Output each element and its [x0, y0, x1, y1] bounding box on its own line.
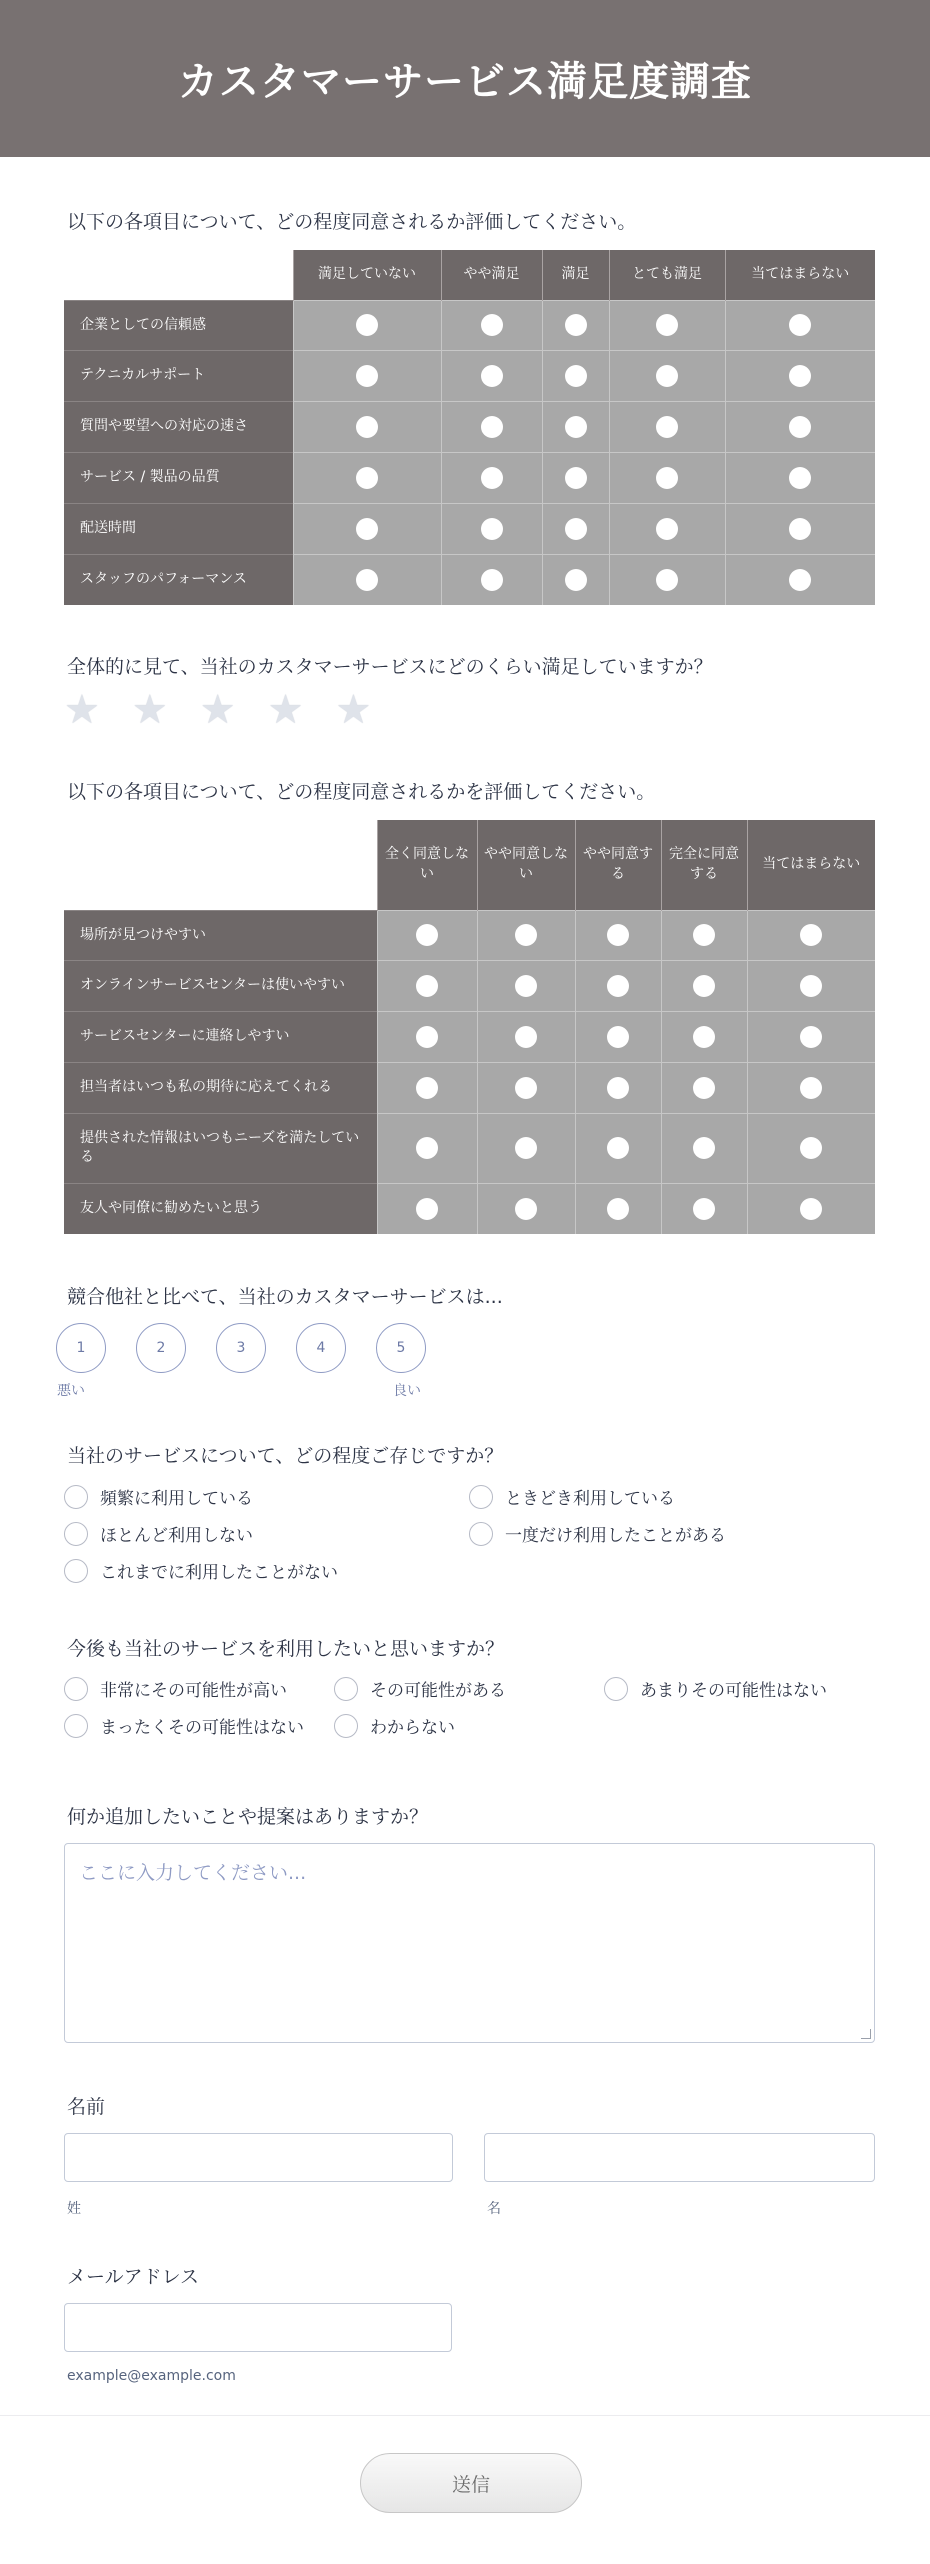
radio-option[interactable] [64, 1484, 253, 1509]
matrix-row-label: サービスセンターに連絡しやすい [64, 1011, 377, 1062]
matrix-row-label: 配送時間 [64, 503, 293, 554]
matrix-radio[interactable] [565, 569, 587, 591]
matrix-row-label: スタッフのパフォーマンス [64, 554, 293, 605]
matrix-radio[interactable] [515, 1137, 537, 1159]
matrix-row-label: 質問や要望への対応の速さ [64, 401, 293, 452]
matrix-column-header: 完全に同意する [661, 820, 747, 910]
matrix-cell[interactable] [661, 1011, 747, 1062]
matrix-column-header: 全く同意しない [377, 820, 477, 910]
matrix-radio[interactable] [515, 1077, 537, 1099]
first-name-sublabel: 名 [487, 2201, 501, 2217]
matrix-cell[interactable] [575, 910, 661, 960]
matrix-cell[interactable] [477, 1183, 575, 1234]
q2-label: 全体的に見て、当社のカスタマーサービスにどのくらい満足していますか？ [67, 656, 713, 678]
matrix-row-label: 提供された情報はいつもニーズを満たしている [64, 1113, 377, 1183]
matrix-radio[interactable] [789, 467, 811, 489]
matrix-cell[interactable] [747, 1011, 875, 1062]
matrix-cell[interactable] [747, 1062, 875, 1113]
q4-label: 競合他社と比べて、当社のカスタマーサービスは... [67, 1286, 503, 1308]
matrix-cell[interactable] [441, 350, 542, 401]
matrix-cell[interactable] [441, 401, 542, 452]
scale-option-5[interactable]: 5 [376, 1323, 426, 1373]
matrix-cell[interactable] [661, 910, 747, 960]
email-label: メールアドレス [67, 2266, 200, 2288]
matrix-row [64, 960, 875, 1011]
matrix-radio[interactable] [800, 1026, 822, 1048]
matrix-cell[interactable] [747, 910, 875, 960]
radio-label: あまりその可能性はない [640, 1681, 827, 1701]
textarea-placeholder: ここに入力してください... [79, 1862, 307, 1884]
matrix-radio[interactable] [565, 314, 587, 336]
matrix-row [64, 1183, 875, 1234]
matrix-cell[interactable] [609, 300, 725, 350]
radio-circle-icon[interactable] [64, 1714, 88, 1738]
matrix-cell[interactable] [575, 1183, 661, 1234]
matrix-row [64, 910, 875, 960]
matrix-radio[interactable] [565, 467, 587, 489]
matrix-radio[interactable] [565, 416, 587, 438]
matrix-cell[interactable] [293, 300, 441, 350]
matrix-cell[interactable] [293, 554, 441, 605]
matrix-cell[interactable] [609, 452, 725, 503]
matrix-row-label: 場所が見つけやすい [64, 910, 377, 960]
matrix-cell[interactable] [542, 503, 609, 554]
matrix-radio[interactable] [800, 1198, 822, 1220]
form-header [0, 0, 930, 157]
matrix-radio[interactable] [693, 1198, 715, 1220]
matrix-radio[interactable] [607, 1137, 629, 1159]
matrix-column-header: とても満足 [609, 250, 725, 300]
scale-option-4[interactable]: 4 [296, 1323, 346, 1373]
radio-label: わからない [370, 1718, 455, 1738]
matrix-radio[interactable] [481, 416, 503, 438]
radio-circle-icon[interactable] [64, 1559, 88, 1583]
matrix-cell[interactable] [477, 910, 575, 960]
matrix-cell[interactable] [441, 503, 542, 554]
matrix-radio[interactable] [515, 975, 537, 997]
matrix-cell[interactable] [725, 350, 875, 401]
matrix-row [64, 554, 875, 605]
radio-circle-icon[interactable] [469, 1522, 493, 1546]
matrix-cell[interactable] [477, 960, 575, 1011]
matrix-radio[interactable] [607, 1026, 629, 1048]
matrix-radio[interactable] [800, 975, 822, 997]
matrix-radio[interactable] [481, 569, 503, 591]
email-input[interactable] [64, 2303, 452, 2352]
matrix-radio[interactable] [693, 1137, 715, 1159]
matrix-cell[interactable] [575, 1011, 661, 1062]
matrix-cell[interactable] [293, 452, 441, 503]
matrix-radio[interactable] [481, 467, 503, 489]
matrix-radio[interactable] [800, 924, 822, 946]
radio-label: ほとんど利用しない [100, 1526, 253, 1546]
q1-label: 以下の各項目について、どの程度同意されるか評価してください。 [67, 211, 637, 233]
radio-circle-icon[interactable] [64, 1485, 88, 1509]
matrix-cell[interactable] [609, 401, 725, 452]
q1-matrix [64, 250, 875, 605]
matrix-radio[interactable] [356, 569, 378, 591]
star-icon[interactable]: ★ [131, 687, 168, 733]
matrix-radio[interactable] [800, 1077, 822, 1099]
matrix-radio[interactable] [800, 1137, 822, 1159]
matrix-cell[interactable] [661, 960, 747, 1011]
matrix-radio[interactable] [416, 975, 438, 997]
radio-circle-icon[interactable] [334, 1714, 358, 1738]
matrix-cell[interactable] [542, 401, 609, 452]
matrix-row [64, 350, 875, 401]
matrix-cell[interactable] [609, 554, 725, 605]
matrix-cell[interactable] [542, 554, 609, 605]
matrix-cell[interactable] [661, 1062, 747, 1113]
matrix-column-header: 当てはまらない [747, 820, 875, 910]
matrix-corner [64, 250, 293, 300]
email-sublabel: example@example.com [67, 2368, 236, 2384]
matrix-row-label: 企業としての信頼感 [64, 300, 293, 350]
matrix-radio[interactable] [656, 518, 678, 540]
matrix-row [64, 300, 875, 350]
resize-handle-icon[interactable] [861, 2029, 871, 2039]
radio-circle-icon[interactable] [604, 1677, 628, 1701]
matrix-cell[interactable] [377, 1183, 477, 1234]
matrix-radio[interactable] [515, 924, 537, 946]
matrix-radio[interactable] [693, 924, 715, 946]
matrix-cell[interactable] [477, 1011, 575, 1062]
radio-option[interactable] [604, 1676, 827, 1701]
radio-option[interactable] [469, 1521, 726, 1546]
matrix-radio[interactable] [693, 975, 715, 997]
matrix-radio[interactable] [656, 314, 678, 336]
star-rating [64, 687, 372, 733]
matrix-radio[interactable] [789, 365, 811, 387]
matrix-cell[interactable] [575, 1113, 661, 1183]
matrix-radio[interactable] [416, 924, 438, 946]
matrix-column-header: 当てはまらない [725, 250, 875, 300]
matrix-radio[interactable] [656, 416, 678, 438]
matrix-cell[interactable] [747, 1113, 875, 1183]
scale-option-1[interactable]: 1 [56, 1323, 106, 1373]
matrix-row [64, 452, 875, 503]
matrix-radio[interactable] [656, 365, 678, 387]
matrix-radio[interactable] [416, 1198, 438, 1220]
radio-label: これまでに利用したことがない [100, 1563, 338, 1583]
matrix-cell[interactable] [575, 1062, 661, 1113]
matrix-cell[interactable] [377, 1113, 477, 1183]
star-icon[interactable]: ★ [64, 687, 100, 733]
matrix-cell[interactable] [477, 1113, 575, 1183]
matrix-cell[interactable] [725, 554, 875, 605]
radio-label: その可能性がある [370, 1681, 506, 1701]
matrix-corner [64, 820, 377, 910]
matrix-radio[interactable] [693, 1026, 715, 1048]
matrix-radio[interactable] [607, 924, 629, 946]
matrix-radio[interactable] [656, 569, 678, 591]
matrix-column-header: やや同意しない [477, 820, 575, 910]
matrix-cell[interactable] [661, 1113, 747, 1183]
matrix-radio[interactable] [607, 975, 629, 997]
star-icon[interactable]: ★ [267, 687, 304, 733]
radio-circle-icon[interactable] [469, 1485, 493, 1509]
matrix-cell[interactable] [725, 452, 875, 503]
matrix-radio[interactable] [789, 569, 811, 591]
matrix-radio[interactable] [356, 365, 378, 387]
matrix-radio[interactable] [693, 1077, 715, 1099]
radio-option[interactable] [334, 1713, 455, 1738]
last-name-input[interactable] [64, 2133, 453, 2182]
radio-circle-icon[interactable] [64, 1677, 88, 1701]
q6-label: 今後も当社のサービスを利用したいと思いますか？ [67, 1638, 505, 1660]
radio-label: まったくその可能性はない [100, 1718, 304, 1738]
matrix-cell[interactable] [747, 1183, 875, 1234]
scale-option-2[interactable]: 2 [136, 1323, 186, 1373]
matrix-row [64, 503, 875, 554]
matrix-radio[interactable] [481, 365, 503, 387]
matrix-cell[interactable] [377, 910, 477, 960]
matrix-radio[interactable] [789, 518, 811, 540]
radio-label: 一度だけ利用したことがある [505, 1526, 726, 1546]
star-icon[interactable]: ★ [199, 687, 236, 733]
radio-label: 非常にその可能性が高い [100, 1681, 287, 1701]
matrix-column-header: 満足していない [293, 250, 441, 300]
name-label: 名前 [67, 2096, 106, 2118]
matrix-radio[interactable] [607, 1077, 629, 1099]
footer-divider [0, 2415, 930, 2416]
matrix-cell[interactable] [441, 554, 542, 605]
q3-matrix [64, 820, 875, 1234]
radio-circle-icon[interactable] [64, 1522, 88, 1546]
matrix-cell[interactable] [293, 350, 441, 401]
radio-option[interactable] [64, 1713, 304, 1738]
matrix-radio[interactable] [656, 467, 678, 489]
q3-label: 以下の各項目について、どの程度同意されるかを評価してください。 [67, 781, 656, 803]
matrix-row [64, 1062, 875, 1113]
matrix-radio[interactable] [607, 1198, 629, 1220]
q7-label: 何か追加したいことや提案はありますか？ [67, 1806, 429, 1828]
scale-option-3[interactable]: 3 [216, 1323, 266, 1373]
matrix-radio[interactable] [515, 1198, 537, 1220]
matrix-cell[interactable] [293, 401, 441, 452]
matrix-row-label: 友人や同僚に勧めたいと思う [64, 1183, 377, 1234]
matrix-cell[interactable] [293, 503, 441, 554]
star-icon[interactable]: ★ [335, 687, 372, 733]
matrix-cell[interactable] [542, 350, 609, 401]
matrix-radio[interactable] [416, 1137, 438, 1159]
radio-circle-icon[interactable] [334, 1677, 358, 1701]
matrix-radio[interactable] [481, 314, 503, 336]
matrix-radio[interactable] [481, 518, 503, 540]
matrix-cell[interactable] [377, 1011, 477, 1062]
matrix-cell[interactable] [377, 1062, 477, 1113]
radio-option[interactable] [469, 1484, 675, 1509]
matrix-cell[interactable] [725, 503, 875, 554]
comparison-scale [56, 1323, 426, 1373]
matrix-row-label: テクニカルサポート [64, 350, 293, 401]
radio-label: ときどき利用している [505, 1489, 675, 1509]
last-name-sublabel: 姓 [67, 2201, 81, 2217]
form-title: カスタマーサービス満足度調査 [178, 59, 752, 105]
matrix-radio[interactable] [416, 1026, 438, 1048]
radio-option[interactable] [64, 1558, 338, 1583]
radio-option[interactable] [334, 1676, 506, 1701]
matrix-cell[interactable] [542, 452, 609, 503]
matrix-cell[interactable] [661, 1183, 747, 1234]
matrix-cell[interactable] [441, 452, 542, 503]
matrix-row [64, 1011, 875, 1062]
suggestions-textarea[interactable] [64, 1843, 875, 2043]
matrix-radio[interactable] [565, 518, 587, 540]
matrix-cell[interactable] [441, 300, 542, 350]
matrix-column-header: やや同意する [575, 820, 661, 910]
matrix-cell[interactable] [747, 960, 875, 1011]
matrix-cell[interactable] [377, 960, 477, 1011]
matrix-column-header: 満足 [542, 250, 609, 300]
matrix-radio[interactable] [356, 518, 378, 540]
matrix-row [64, 401, 875, 452]
radio-option[interactable] [64, 1676, 287, 1701]
matrix-radio[interactable] [789, 314, 811, 336]
matrix-row [64, 1113, 875, 1183]
matrix-cell[interactable] [609, 350, 725, 401]
q5-label: 当社のサービスについて、どの程度ご存じですか？ [67, 1445, 504, 1467]
matrix-radio[interactable] [515, 1026, 537, 1048]
matrix-column-header: やや満足 [441, 250, 542, 300]
matrix-cell[interactable] [542, 300, 609, 350]
matrix-row-label: 担当者はいつも私の期待に応えてくれる [64, 1062, 377, 1113]
matrix-radio[interactable] [356, 314, 378, 336]
matrix-cell[interactable] [477, 1062, 575, 1113]
radio-label: 頻繁に利用している [100, 1489, 253, 1509]
first-name-input[interactable] [484, 2133, 875, 2182]
scale-low-label: 悪い [57, 1383, 85, 1399]
matrix-radio[interactable] [416, 1077, 438, 1099]
matrix-radio[interactable] [565, 365, 587, 387]
matrix-row-label: サービス / 製品の品質 [64, 452, 293, 503]
submit-button[interactable]: 送信 [360, 2453, 582, 2513]
matrix-cell[interactable] [725, 401, 875, 452]
matrix-radio[interactable] [356, 467, 378, 489]
matrix-radio[interactable] [789, 416, 811, 438]
scale-high-label: 良い [393, 1383, 421, 1399]
radio-option[interactable] [64, 1521, 253, 1546]
matrix-cell[interactable] [725, 300, 875, 350]
matrix-cell[interactable] [609, 503, 725, 554]
matrix-row-label: オンラインサービスセンターは使いやすい [64, 960, 377, 1011]
matrix-cell[interactable] [575, 960, 661, 1011]
matrix-radio[interactable] [356, 416, 378, 438]
